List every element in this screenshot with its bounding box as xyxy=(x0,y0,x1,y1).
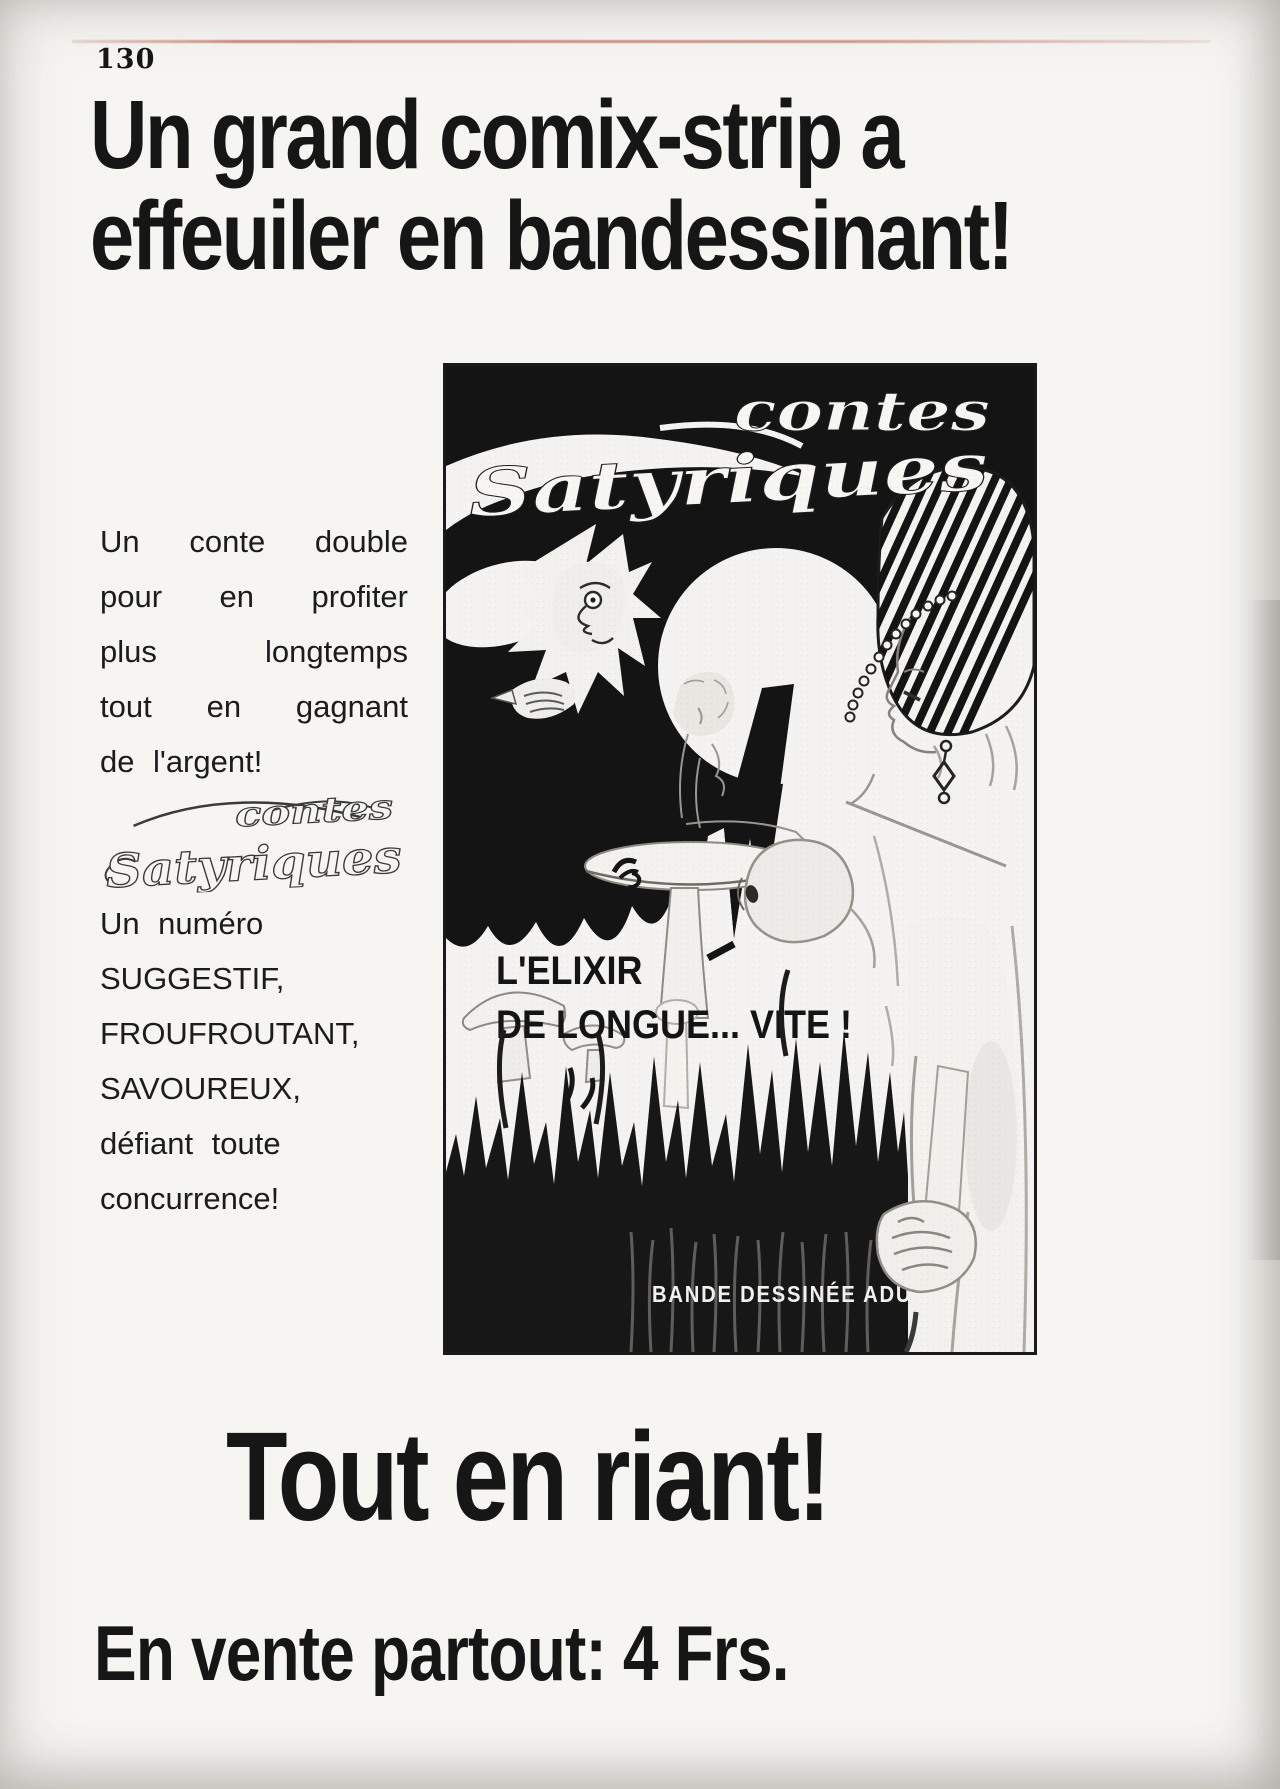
intro-paragraph xyxy=(100,514,408,789)
comic-cover xyxy=(443,363,1037,1355)
headline xyxy=(90,80,1012,290)
paragraph-line: SAVOUREUX, xyxy=(100,1071,301,1106)
paragraph-line: Un numéro xyxy=(100,906,264,941)
page-number: 130 xyxy=(96,44,156,75)
sales-text: En vente partout: 4 Frs. xyxy=(94,1609,789,1697)
paragraph-line: concurrence! xyxy=(100,1181,280,1216)
cover-art xyxy=(446,366,1034,1352)
paragraph-line: pour en profiter xyxy=(100,579,408,614)
scan-artifact-line xyxy=(72,40,1210,43)
paragraph-line: Un conte double xyxy=(100,524,408,559)
promo-paragraph xyxy=(100,896,408,1226)
scan-edge-shading xyxy=(1246,600,1280,1260)
halftone-overlay xyxy=(446,366,1034,1352)
paragraph-line: FROUFROUTANT, xyxy=(100,1016,360,1051)
paragraph-line: SUGGESTIF, xyxy=(100,961,285,996)
headline-line-2: effeuiler en bandessinant! xyxy=(90,181,1012,290)
logo-word-contes: contes xyxy=(234,789,361,836)
paragraph-line: plus longtemps xyxy=(100,634,408,669)
paragraph-line: tout en gagnant xyxy=(100,689,408,724)
headline-line-1: Un grand comix-strip a xyxy=(90,80,903,189)
satyriques-logo xyxy=(92,781,417,898)
paragraph-line: de l'argent! xyxy=(100,744,263,779)
paragraph-line: défiant toute xyxy=(100,1126,281,1161)
logo-word-satyriques: Satyriques xyxy=(104,830,381,898)
slogan-text: Tout en riant! xyxy=(226,1406,829,1547)
